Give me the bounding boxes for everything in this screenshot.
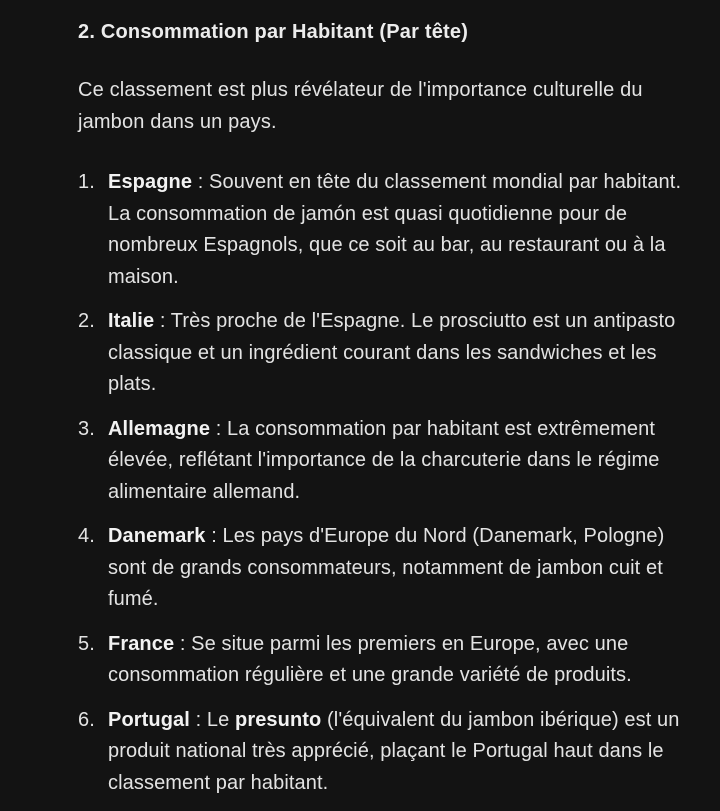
ranking-item-allemagne <box>78 414 698 509</box>
highlighted-term: presunto <box>235 708 322 731</box>
rank-description: : Se situe parmi les premiers en Europe, avec une consommation régulière et une grande variété de produits. <box>108 632 632 686</box>
rank-number: 1. <box>78 171 95 193</box>
rank-number: 2. <box>78 310 95 332</box>
rank-description-end: (l'équivalent du jambon ibérique) est un produit national très apprécié, plaçant le Portugal haut dans le classement par habitant. <box>108 708 680 794</box>
ranking-item-france <box>78 629 698 692</box>
country-name: Danemark <box>108 525 206 547</box>
rank-description: : Les pays d'Europe du Nord (Danemark, Pologne) sont de grands consommateurs, notamment de jambon cuit et fumé. <box>108 525 665 610</box>
country-name: Allemagne <box>108 417 211 440</box>
ranking-item-italie <box>78 306 698 401</box>
rank-description-start: : Le <box>189 708 235 731</box>
country-name: Espagne <box>108 171 193 193</box>
ranking-list <box>78 167 700 799</box>
ranking-item-espagne <box>78 167 698 293</box>
rank-description: : La consommation par habitant est extrêmement élevée, reflétant l'importance de la charcuterie dans le régime alimentaire allemand. <box>108 417 660 503</box>
ranking-item-portugal <box>78 705 698 800</box>
intro-paragraph: Ce classement est plus révélateur de l'importance culturelle du jambon dans un pays. <box>78 79 643 133</box>
section-heading: 2. Consommation par Habitant (Par tête) <box>78 21 469 43</box>
rank-number: 5. <box>78 632 95 655</box>
country-name: Portugal <box>108 708 190 731</box>
rank-number: 4. <box>78 525 95 547</box>
rank-number: 3. <box>78 417 95 440</box>
ranking-item-danemark <box>78 521 698 616</box>
rank-description: : Très proche de l'Espagne. Le prosciutto est un antipasto classique et un ingrédient courant dans les sandwiches et les plats. <box>108 310 676 395</box>
country-name: Italie <box>108 310 155 332</box>
rank-description: : Souvent en tête du classement mondial par habitant. La consommation de jamón est quasi quotidienne pour de nombreux Espagnols, que ce soit au bar, au restaurant ou à la maison. <box>108 171 682 288</box>
rank-number: 6. <box>78 708 95 731</box>
country-name: France <box>108 632 175 655</box>
